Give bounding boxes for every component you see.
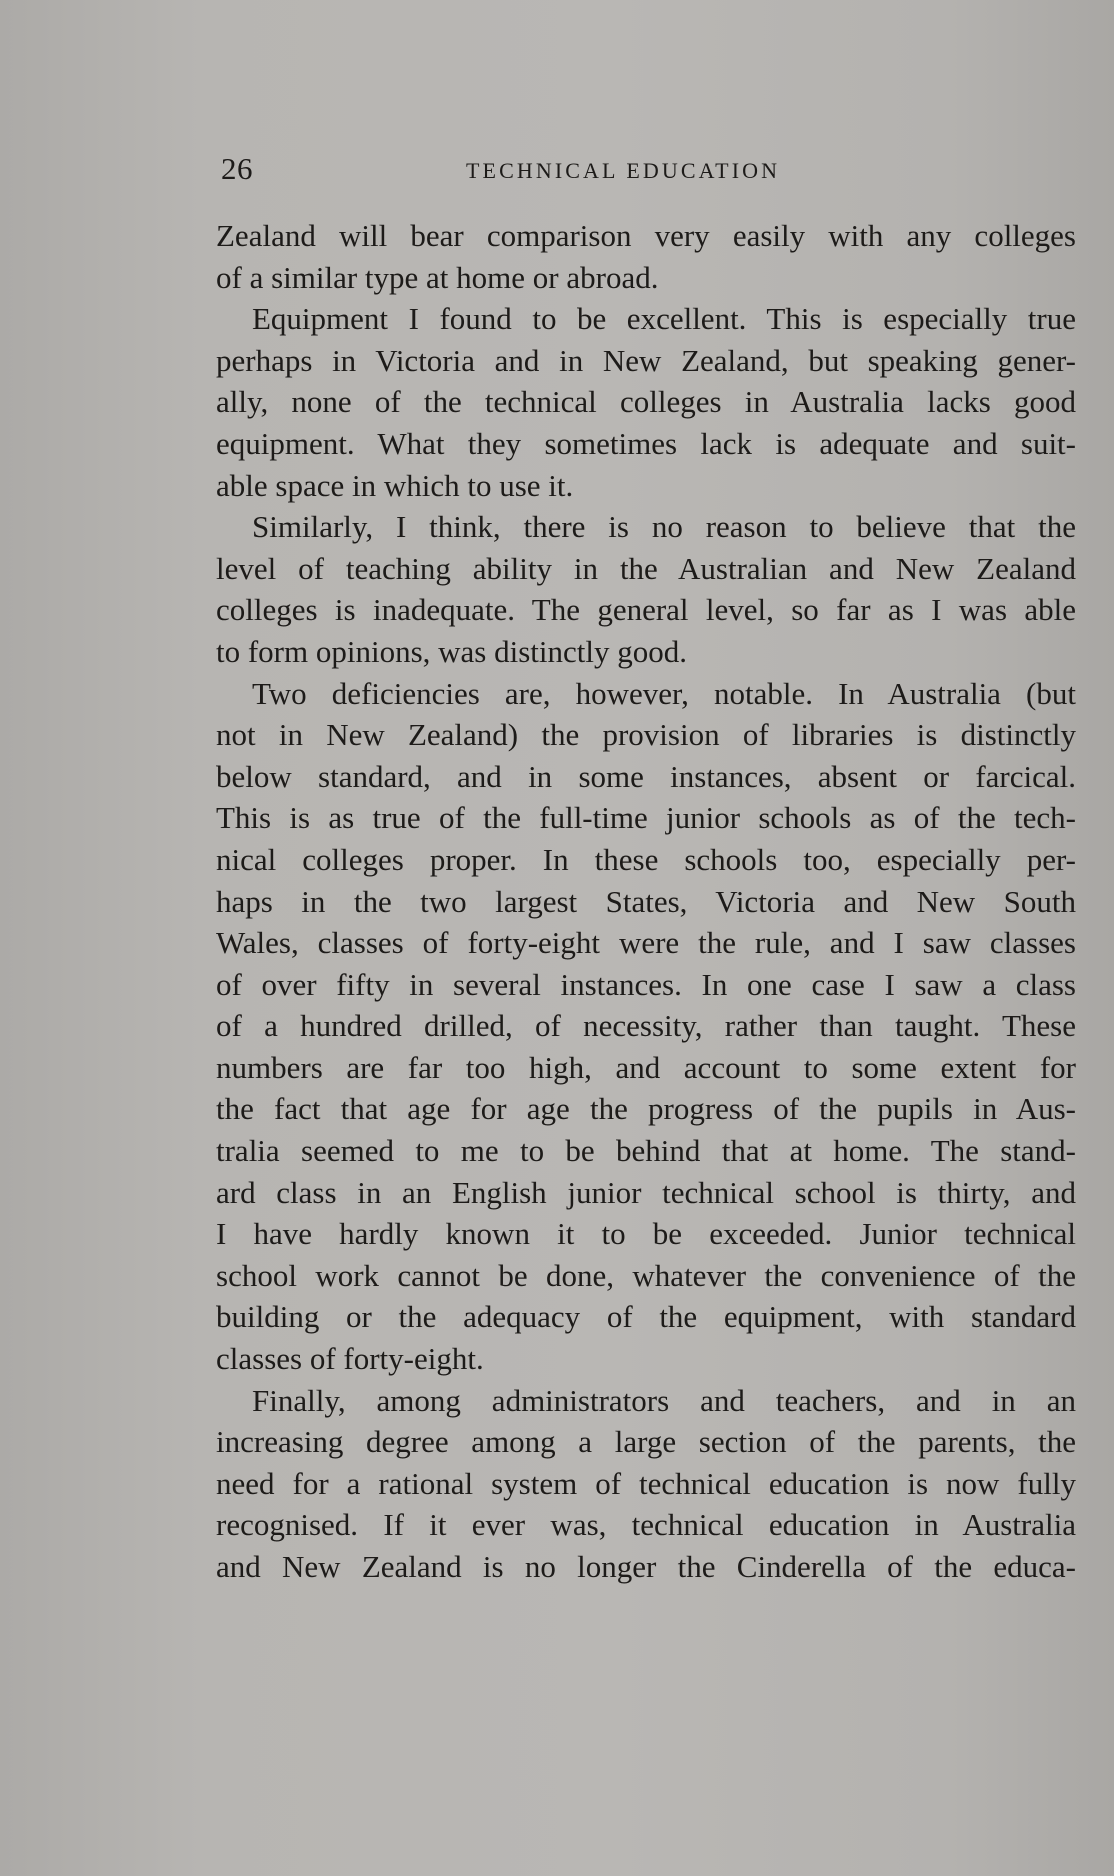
page-header <box>221 150 1073 190</box>
text-line: the fact that age for age the progress of the pupils in Aus- <box>216 1091 1076 1127</box>
body-text <box>216 215 1076 1588</box>
paragraph-first-line: Similarly, I think, there is no reason to believe that the <box>252 509 1076 545</box>
text-line: numbers are far too high, and account to some extent for <box>216 1049 1076 1085</box>
text-line: I have hardly known it to be exceeded. Junior technical <box>216 1216 1076 1252</box>
running-head: TECHNICAL EDUCATION <box>466 158 781 183</box>
text-line: not in New Zealand) the provision of libraries is distinctly <box>216 717 1076 753</box>
text-line: classes of forty-eight. <box>216 1341 484 1377</box>
text-line: building or the adequacy of the equipment, with standard <box>216 1299 1076 1335</box>
text-line: nical colleges proper. In these schools too, especially per- <box>216 841 1076 877</box>
text-line: Zealand will bear comparison very easily with any colleges <box>216 218 1076 253</box>
text-line: increasing degree among a large section of the parents, the <box>216 1424 1076 1460</box>
text-line: recognised. If it ever was, technical education in Australia <box>216 1507 1076 1543</box>
text-line: of a hundred drilled, of necessity, rather than taught. These <box>216 1008 1076 1044</box>
text-line: of a similar type at home or abroad. <box>216 259 659 295</box>
text-line: need for a rational system of technical education is now fully <box>216 1465 1076 1501</box>
text-line: ally, none of the technical colleges in Australia lacks good <box>216 384 1076 420</box>
text-line: tralia seemed to me to be behind that at home. The stand- <box>216 1133 1076 1169</box>
text-line: level of teaching ability in the Australian and New Zealand <box>216 550 1076 586</box>
text-line: ard class in an English junior technical school is thirty, and <box>216 1174 1076 1210</box>
text-line: below standard, and in some instances, absent or farcical. <box>216 758 1076 794</box>
text-line: Wales, classes of forty-eight were the rule, and I saw classes <box>216 925 1076 961</box>
text-line: equipment. What they sometimes lack is adequate and suit- <box>216 425 1076 461</box>
text-line: school work cannot be done, whatever the convenience of the <box>216 1257 1076 1293</box>
text-line: of over fifty in several instances. In one case I saw a class <box>216 966 1076 1002</box>
text-line: able space in which to use it. <box>216 467 574 503</box>
text-line: perhaps in Victoria and in New Zealand, but speaking gener- <box>216 342 1076 378</box>
text-line: haps in the two largest States, Victoria and New South <box>216 883 1076 919</box>
paragraph-first-line: Finally, among administrators and teachers, and in an <box>252 1382 1076 1418</box>
paragraph-first-line: Two deficiencies are, however, notable. In Australia (but <box>252 675 1076 711</box>
text-line: to form opinions, was distinctly good. <box>216 633 688 669</box>
text-line: This is as true of the full-time junior schools as of the tech- <box>216 800 1076 836</box>
text-line: and New Zealand is no longer the Cinderella of the educa- <box>216 1549 1076 1584</box>
page-number: 26 <box>221 151 253 186</box>
paragraph-first-line: Equipment I found to be excellent. This is especially true <box>252 301 1076 337</box>
text-line: colleges is inadequate. The general level, so far as I was able <box>216 592 1076 628</box>
